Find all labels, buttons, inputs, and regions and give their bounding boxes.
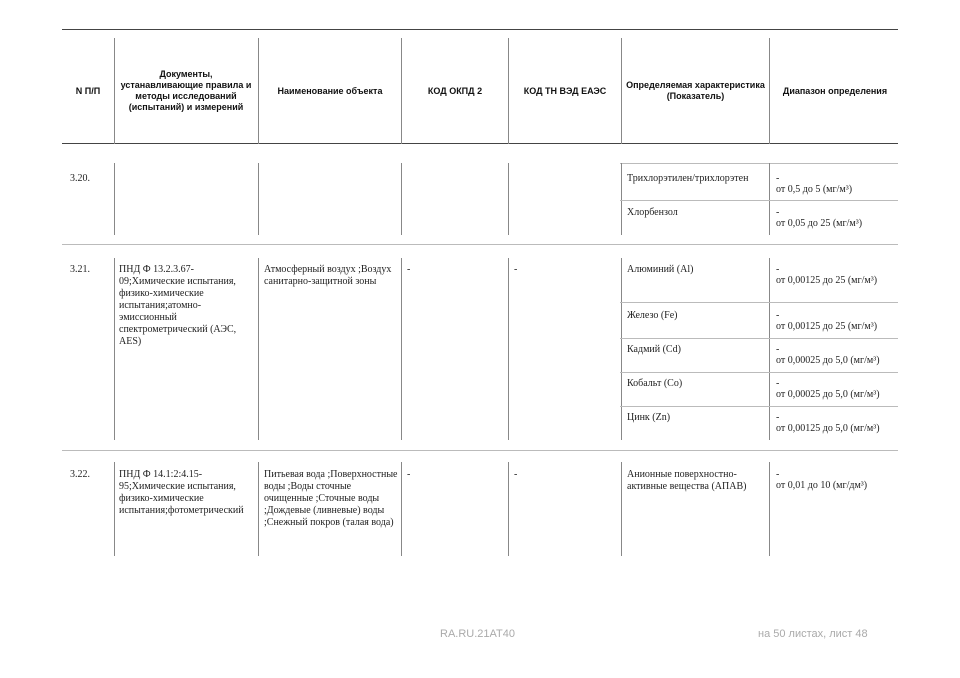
column-divider <box>769 258 770 440</box>
row-number: 3.22. <box>70 469 90 480</box>
item-separator <box>620 338 898 339</box>
header-tnved-code: КОД ТН ВЭД ЕАЭС <box>523 85 607 96</box>
range-value: от 0,5 до 5 (мг/м³) <box>776 184 853 195</box>
column-divider <box>769 163 770 235</box>
row-number: 3.20. <box>70 173 90 184</box>
range-value: от 0,00125 до 25 (мг/м³) <box>776 275 878 286</box>
characteristic-name: Трихлорэтилен/трихлорэтен <box>627 173 749 184</box>
range-dash: - <box>776 412 780 423</box>
range-dash: - <box>776 207 780 218</box>
item-separator <box>620 406 898 407</box>
range-value: от 0,00125 до 25 (мг/м³) <box>776 321 878 332</box>
method-document: ПНД Ф 13.2.3.67-09;Химические испытания, физико-химические испытания;атомно-эмиссионный спектрометрический (АЭС, AES) <box>119 264 237 347</box>
object-name: Питьевая вода ;Поверхностные воды ;Воды сточные очищенные ;Сточные воды ;Дождевые (ливневые) воды ;Снежный покров (талая вода) <box>264 469 398 528</box>
header-divider <box>621 38 622 144</box>
header-divider <box>258 38 259 144</box>
column-divider <box>258 462 259 556</box>
row-number: 3.21. <box>70 264 90 275</box>
range-dash: - <box>776 264 780 275</box>
header-divider <box>114 38 115 144</box>
characteristic-name: Кадмий (Cd) <box>627 344 681 355</box>
header-characteristic: Определяемая характеристика (Показатель) <box>626 80 765 101</box>
column-divider <box>621 163 622 235</box>
header-number: N П/П <box>75 85 101 96</box>
range-value: от 0,01 до 10 (мг/дм³) <box>776 480 868 491</box>
column-divider <box>258 258 259 440</box>
range-value: от 0,00125 до 5,0 (мг/м³) <box>776 423 880 434</box>
row-separator <box>62 244 898 245</box>
header-okpd2-code: КОД ОКПД 2 <box>427 85 483 96</box>
column-divider <box>621 462 622 556</box>
column-divider <box>508 163 509 235</box>
item-separator <box>620 372 898 373</box>
column-divider <box>621 258 622 440</box>
column-divider <box>401 258 402 440</box>
range-dash: - <box>776 469 780 480</box>
range-value: от 0,00025 до 5,0 (мг/м³) <box>776 389 880 400</box>
characteristic-name: Алюминий (Al) <box>627 264 694 275</box>
item-separator <box>620 302 898 303</box>
characteristic-name: Анионные поверхностно-активные вещества (АПАВ) <box>627 469 747 492</box>
range-dash: - <box>776 378 780 389</box>
characteristic-name: Хлорбензол <box>627 207 678 218</box>
column-divider <box>508 258 509 440</box>
range-value: от 0,00025 до 5,0 (мг/м³) <box>776 355 880 366</box>
okpd2-code: - <box>407 264 411 275</box>
header-documents: Документы, устанавливающие правила и методы исследований (испытаний) и измерений <box>120 69 252 112</box>
footer-certificate-code: RA.RU.21АТ40 <box>440 628 515 640</box>
characteristic-name: Цинк (Zn) <box>627 412 671 423</box>
header-divider <box>508 38 509 144</box>
column-divider <box>114 258 115 440</box>
tnved-code: - <box>514 264 518 275</box>
header-divider <box>401 38 402 144</box>
range-dash: - <box>776 310 780 321</box>
item-separator <box>620 200 898 201</box>
row-top-rule <box>620 163 898 164</box>
characteristic-name: Кобальт (Co) <box>627 378 683 389</box>
column-divider <box>508 462 509 556</box>
column-divider <box>769 462 770 556</box>
range-value: от 0,05 до 25 (мг/м³) <box>776 218 863 229</box>
row-separator <box>62 450 898 451</box>
header-top-rule <box>62 29 898 30</box>
column-divider <box>114 462 115 556</box>
tnved-code: - <box>514 469 518 480</box>
okpd2-code: - <box>407 469 411 480</box>
column-divider <box>258 163 259 235</box>
range-dash: - <box>776 344 780 355</box>
header-object-name: Наименование объекта <box>277 85 383 96</box>
column-divider <box>401 462 402 556</box>
column-divider <box>401 163 402 235</box>
header-divider <box>769 38 770 144</box>
range-dash: - <box>776 173 780 184</box>
object-name: Атмосферный воздух ;Воздух санитарно-защитной зоны <box>264 264 392 287</box>
column-divider <box>114 163 115 235</box>
footer-sheet-info: на 50 листах, лист 48 <box>758 628 868 640</box>
method-document: ПНД Ф 14.1:2:4.15-95;Химические испытания, физико-химические испытания;фотометрический <box>119 469 244 516</box>
header-range: Диапазон определения <box>782 85 888 96</box>
characteristic-name: Железо (Fe) <box>627 310 678 321</box>
